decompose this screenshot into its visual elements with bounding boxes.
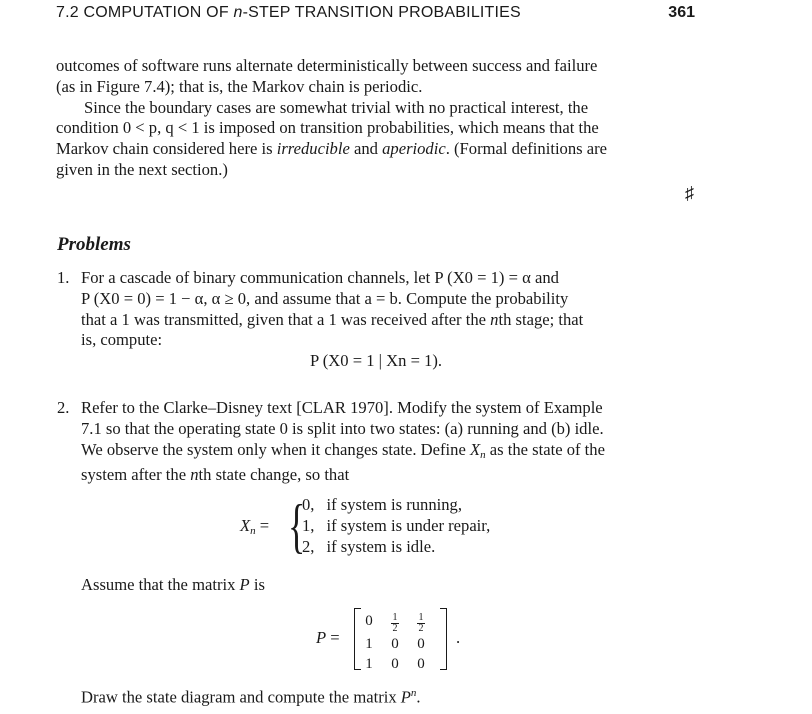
text-line: condition 0 < p, q < 1 is imposed on transition probabilities, which means that the [56, 118, 599, 138]
text-line: that a 1 was transmitted, given that a 1 was received after the nth stage; that [81, 309, 584, 329]
text-line: For a cascade of binary communication channels, let P (X0 = 1) = α and [81, 268, 559, 287]
problem-number: 2. [57, 398, 70, 417]
problem-number: 1. [57, 268, 70, 287]
fraction: $\frac{1}{2}$ [392, 612, 398, 634]
transition-matrix [356, 608, 434, 674]
text-line: Refer to the Clarke–Disney text [CLAR 1970]. Modify the system of Example [81, 398, 603, 417]
text-line: We observe the system only when it changes state. Define $X_n$ as the state of the [81, 439, 605, 461]
case-row: 1, if system is under repair, [302, 515, 491, 535]
problem-2-text [81, 398, 696, 486]
text-line: given in the next section.) [56, 159, 228, 179]
text-line: outcomes of software runs alternate deterministically between success and failure [56, 56, 598, 75]
page-number: 361 [668, 4, 695, 21]
matrix-label: P = [316, 628, 340, 647]
section-heading: Problems [57, 234, 131, 255]
intro-paragraph [56, 56, 696, 181]
problem-1-equation: P (X0 = 1 | Xn = 1). [310, 351, 443, 370]
fraction: $\frac{1}{2}$ [418, 612, 424, 634]
problem-1-text [81, 268, 696, 351]
text-line: 7.1 so that the operating state 0 is split into two states: (a) running and (b) idle. [81, 418, 604, 438]
end-of-example-mark: ♯ [685, 183, 694, 203]
matrix-row: 1 0 0 [365, 635, 425, 652]
text-line: Markov chain considered here is irreducible and aperiodic. (Formal definitions are [56, 139, 608, 159]
text-line: (as in Figure 7.4); that is, the Markov chain is periodic. [56, 76, 423, 96]
matrix-period: . [456, 628, 461, 647]
text-line: Since the boundary cases are somewhat trivial with no practical interest, the [84, 97, 589, 117]
text-line: system after the nth state change, so that [81, 465, 350, 485]
cases-table [302, 495, 496, 557]
running-header-title: 7.2 COMPUTATION OF n-STEP TRANSITION PROBABILITIES [56, 4, 521, 21]
text-line: is, compute: [81, 330, 163, 350]
assume-text: Assume that the matrix P is [81, 575, 265, 594]
text-line: P (X0 = 0) = 1 − α, α ≥ 0, and assume that a = b. Compute the probability [81, 288, 569, 308]
matrix-row: 1 0 0 [365, 655, 425, 672]
case-row: 2, if system is idle. [302, 536, 436, 556]
matrix-row: 0 $\frac{1}{2}$ $\frac{1}{2}$ [365, 612, 424, 634]
cases-brace: { [288, 493, 306, 559]
matrix-right-bracket [440, 608, 447, 670]
cases-lhs: $X_n$ = [240, 516, 270, 537]
case-row: 0, if system is running, [302, 495, 462, 514]
final-instruction: Draw the state diagram and compute the matrix $P^n$. [81, 687, 421, 707]
